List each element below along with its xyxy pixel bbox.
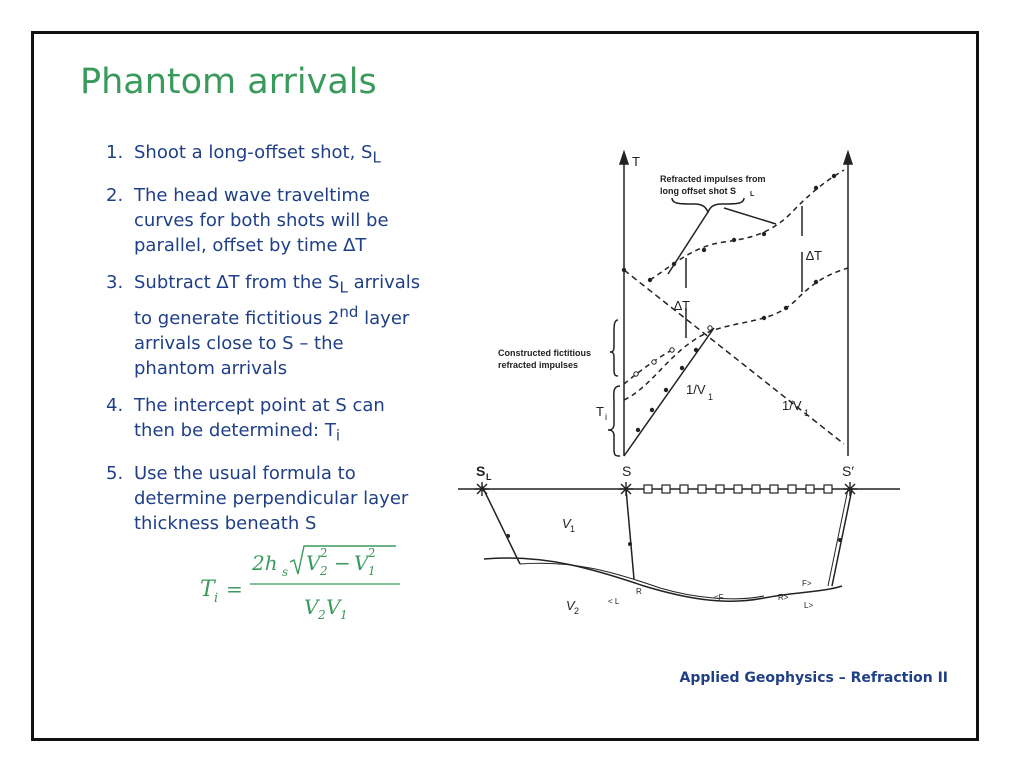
- ray-label-f: <F: [714, 593, 724, 602]
- formula-eq: =: [226, 577, 243, 601]
- shot-s-icon: [619, 482, 633, 496]
- shot-sprime-label: S′: [842, 463, 854, 479]
- time-axis-arrow-left: [620, 152, 628, 164]
- axis-t-label: T: [632, 154, 640, 169]
- constructed-label-1: Constructed fictitious: [498, 348, 592, 358]
- direct-wave-sprime: [624, 270, 844, 444]
- s-refracted-curve: [624, 268, 848, 400]
- phantom-arrivals-diagram: [424, 124, 910, 644]
- formula-v2-sub: 2: [320, 564, 328, 578]
- slope-left: 1/V: [686, 382, 706, 397]
- formula-num-sub: s: [282, 565, 289, 579]
- step-text: Subtract ∆T from the $S_L$ arrivals to generate fictitious 2nd layer arrivals close to S – the phantom arrivals: [134, 271, 421, 380]
- page-title: Phantom arrivals: [80, 62, 377, 102]
- step-item: [88, 393, 428, 449]
- formula-v1: V: [354, 551, 369, 575]
- slope-left-sub: 1: [708, 392, 714, 402]
- step-item: [88, 183, 428, 258]
- ray-sl-down: [482, 486, 520, 564]
- layer-v2-sub: 2: [574, 606, 580, 616]
- thickness-formula: [196, 540, 416, 630]
- shot-sprime-icon: [843, 482, 857, 496]
- constructed-label-2: refracted impulses: [498, 360, 579, 370]
- formula-v2: V: [306, 551, 321, 575]
- ray-label-f2: F>: [802, 579, 812, 588]
- step-number: 3.: [106, 271, 124, 293]
- shot-sl-icon: [475, 482, 489, 496]
- step-number: 2.: [106, 184, 124, 206]
- formula-den-v1-sub: 1: [340, 608, 348, 622]
- step-item: [88, 461, 428, 536]
- refracted-label-sub: L: [750, 191, 755, 198]
- ray-label-l: < L: [608, 597, 620, 606]
- shot-sl-label-sub: L: [486, 472, 492, 482]
- shot-sl-label: S: [476, 463, 486, 479]
- step-text: Use the usual formula to determine perpendicular layer thickness beneath S: [134, 462, 409, 534]
- formula-numerator: 2h: [252, 551, 278, 575]
- slope-right: 1/V: [782, 398, 802, 413]
- slope-right-sub: 1: [804, 408, 810, 418]
- step-text: The intercept point at S can then be determined: $T_i$: [134, 395, 385, 445]
- formula-lhs-sub: i: [214, 591, 219, 606]
- time-axis-arrow-right: [844, 152, 852, 164]
- step-item: [88, 140, 428, 171]
- formula-minus: −: [334, 551, 351, 575]
- formula-den-v1: V: [326, 595, 341, 619]
- formula-den-v2: V: [304, 595, 319, 619]
- refracted-label-1: Refracted impulses from: [660, 174, 766, 184]
- footer-title: Applied Geophysics – Refraction II: [679, 670, 948, 686]
- step-item: [88, 270, 428, 382]
- step-number: 5.: [106, 462, 124, 484]
- step-text: Shoot a long-offset shot, $S_L$: [134, 142, 381, 167]
- ray-label-r: R: [636, 587, 642, 596]
- step-number: 4.: [106, 395, 124, 417]
- ti-label-sub: i: [605, 412, 607, 422]
- ray-s-up: [626, 489, 634, 579]
- formula-lhs: T: [200, 577, 215, 602]
- step-number: 1.: [106, 142, 124, 163]
- formula-v2-sq: 2: [320, 546, 328, 560]
- layer-v2-label: V: [566, 598, 575, 613]
- layer-v1-sub: 1: [570, 524, 576, 534]
- ray-label-l2: L>: [804, 601, 814, 610]
- delta-t-upper: ∆T: [806, 248, 822, 263]
- shot-s-label: S: [622, 463, 632, 479]
- formula-den-v2-sub: 2: [318, 608, 326, 622]
- ray-label-r2: R>: [778, 593, 789, 602]
- ray-sprime-up: [832, 489, 852, 586]
- step-text: The head wave traveltime curves for both shots will be parallel, offset by time ∆T: [134, 184, 389, 256]
- ti-label: T: [596, 404, 604, 419]
- formula-v1-sub: 1: [368, 564, 376, 578]
- delta-t-lower: ∆T: [674, 298, 690, 313]
- formula-v1-sq: 2: [368, 546, 376, 560]
- steps-list: [88, 140, 428, 548]
- layer-v1-label: V: [562, 516, 571, 531]
- refracted-label-2: long offset shot S: [660, 186, 736, 196]
